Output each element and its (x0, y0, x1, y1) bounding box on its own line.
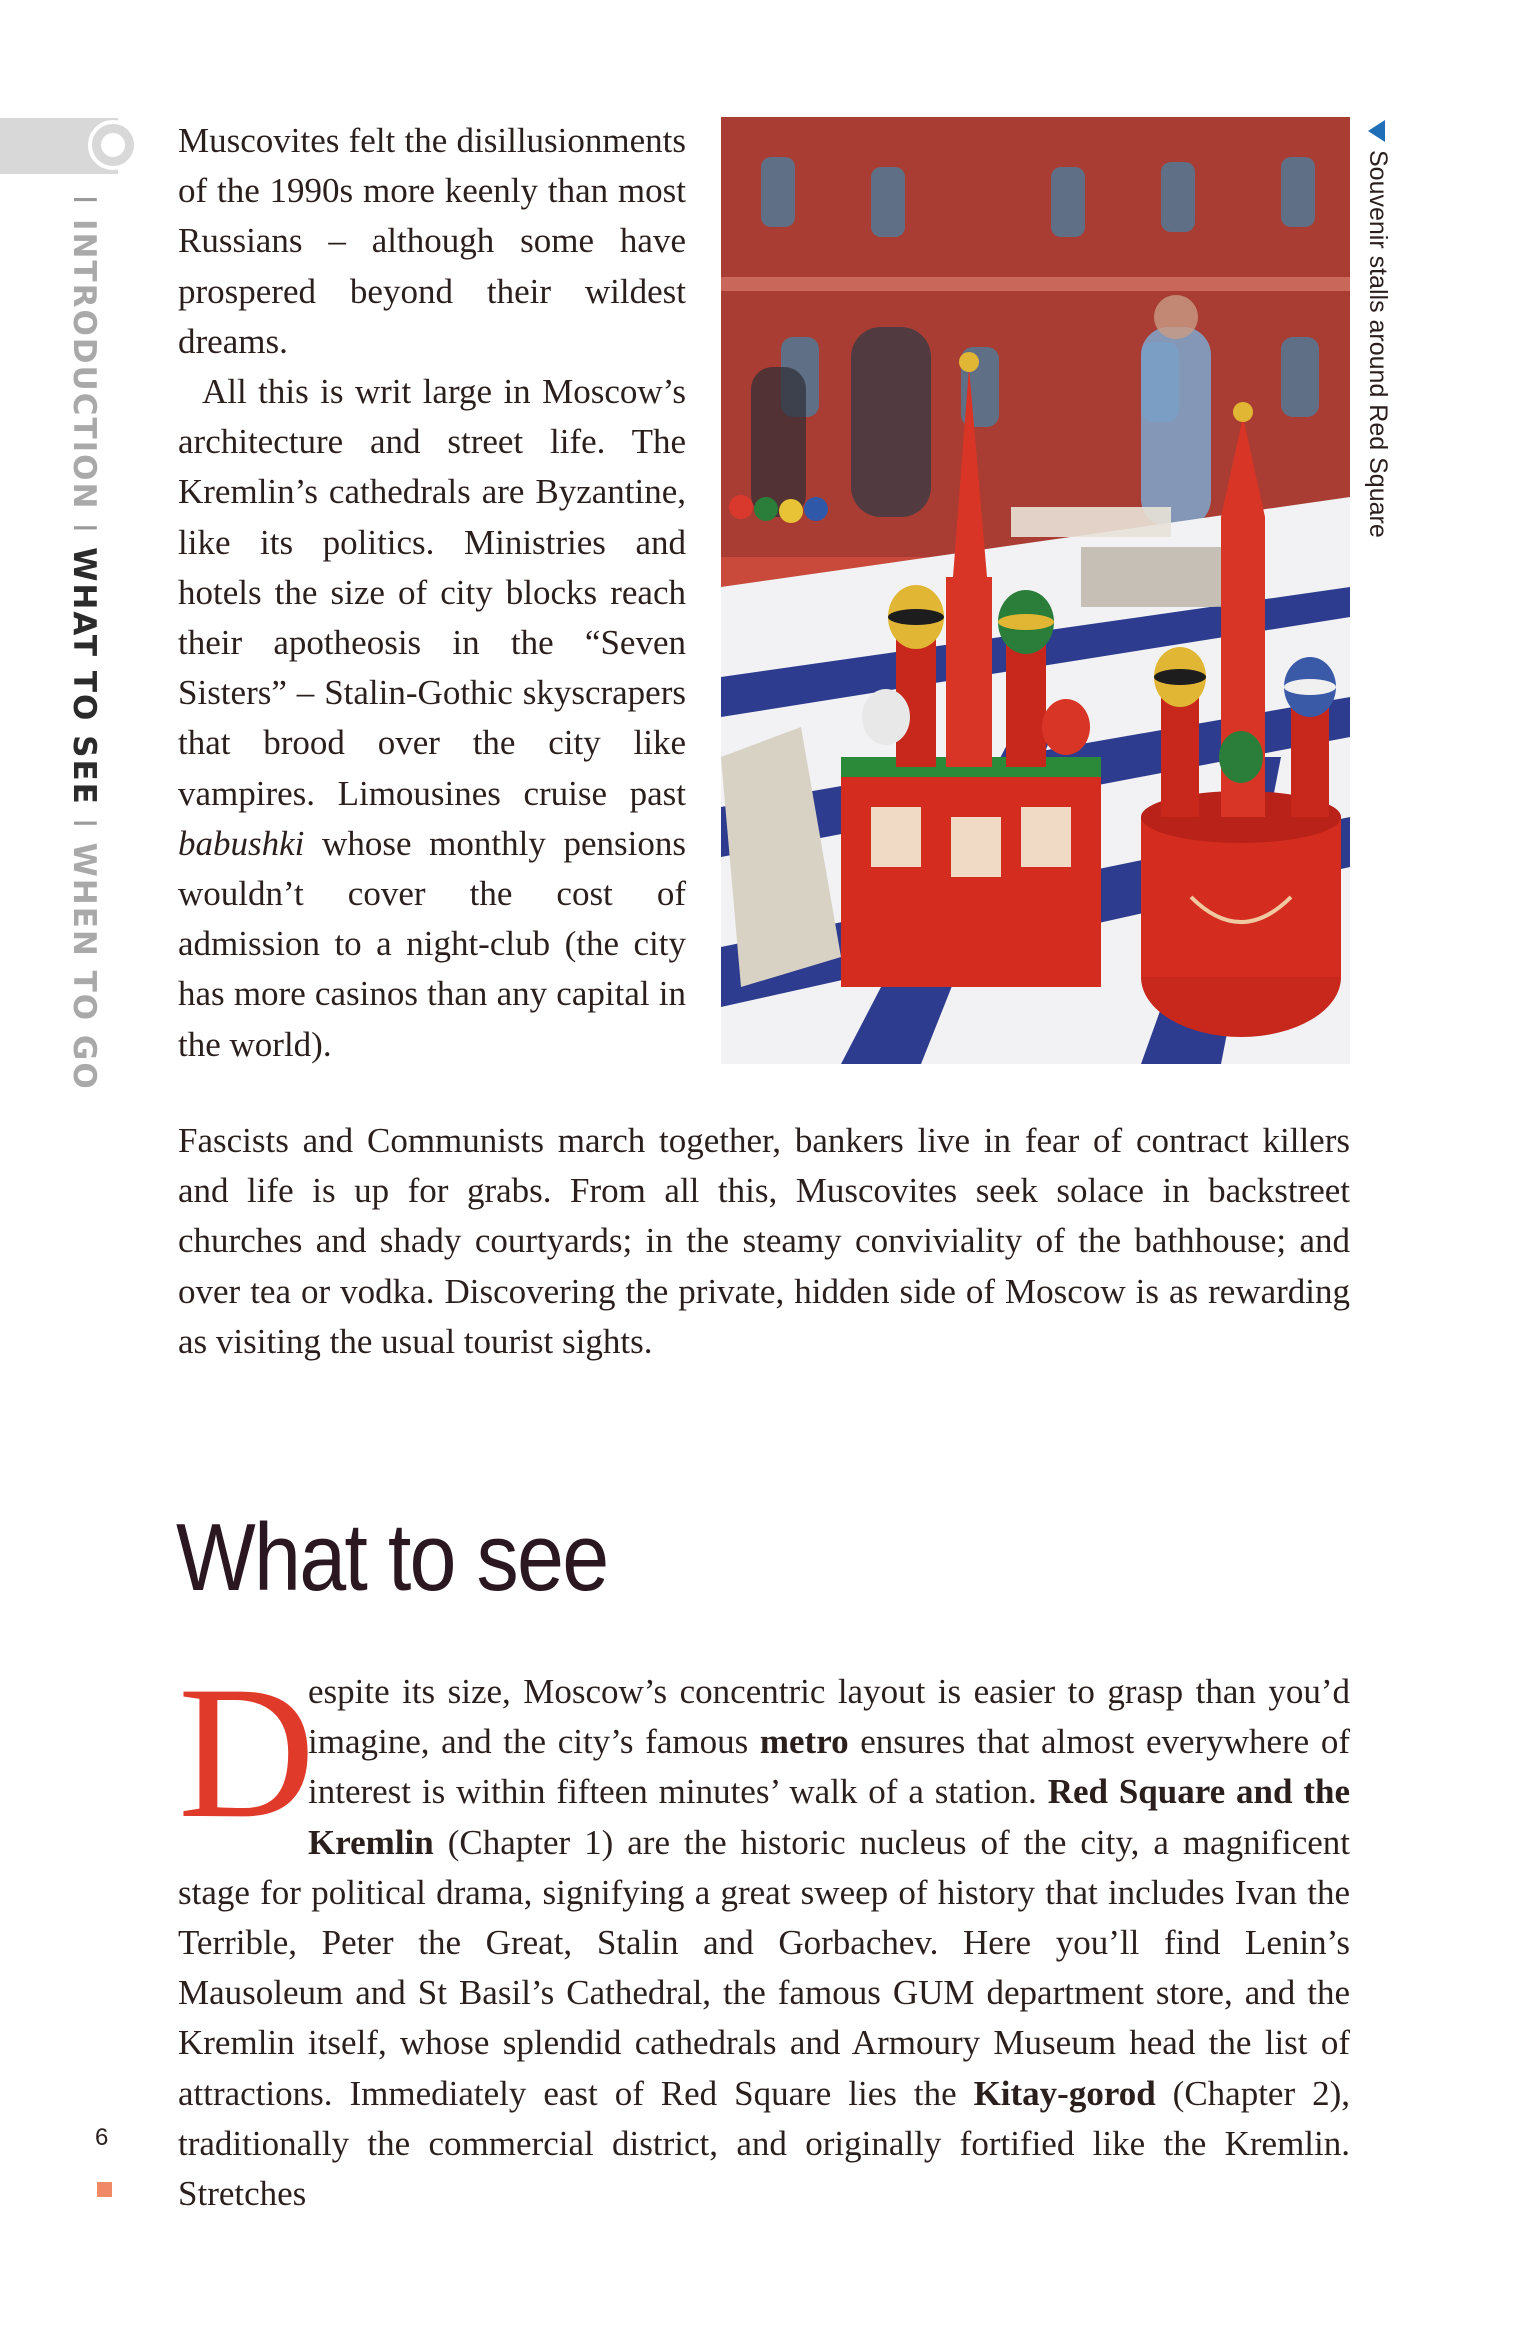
side-tab-circle (88, 120, 138, 170)
side-nav-what-to-see[interactable]: WHAT TO SEE (66, 547, 102, 806)
caption-arrow-icon (1368, 120, 1385, 142)
photo-caption: Souvenir stalls around Red Square (1364, 150, 1392, 538)
drop-cap: D (178, 1648, 316, 1858)
bold-term: metro (759, 1722, 849, 1762)
intro-paragraph-2: All this is writ large in Moscow’s architecture and street life. The Kremlin’s cathedrals are Byzantine, like its politics. Ministries and hotels the size of city blocks reach their apotheosis in the “Seven Sisters” – Stalin-Gothic skyscrapers that brood over the city like vampires. Limousines cruise past babushki whose monthly pensions wouldn’t cover the cost of admission to a night-club (the city has more casinos than any capital in the world). (178, 372, 686, 1064)
page-marker (97, 2182, 112, 2197)
side-nav-separator: I (66, 195, 102, 207)
body-paragraph: Fascists and Communists march together, bankers live in fear of contract killers and life is up for grabs. From all this, Muscovites seek solace in backstreet churches and shady courtyards; in the steamy conviviality of the bathhouse; and over tea or vodka. Discovering the private, hidden side of Moscow is as rewarding as visiting the usual tourist sights. (178, 1121, 1350, 1361)
side-nav-separator: I (66, 523, 102, 535)
bold-term: Kitay-gorod (973, 2073, 1156, 2113)
side-nav (66, 195, 102, 1091)
souvenir-stalls-photo (721, 117, 1350, 1064)
intro-paragraph-1: Muscovites felt the disillusionments of the 1990s more keenly than most Russians – although some have prospered beyond their wildest dreams. (178, 121, 686, 361)
page-number: 6 (95, 2124, 109, 2151)
side-nav-separator: I (66, 818, 102, 830)
section-paragraph: espite its size, Moscow’s concentric layout is easier to grasp than you’d imagine, and the city’s famous metro ensures that almost everywhere of interest is within fifteen minutes’ walk of a station. Red Square and the Kremlin (Chapter 1) are the historic nucleus of the city, a magnificent stage for political drama, signifying a great sweep of history that includes Ivan the Terrible, Peter the Great, Stalin and Gorbachev. Here you’ll find Lenin’s Mausoleum and St Basil’s Cathedral, the famous GUM department store, and the Kremlin itself, whose splendid cathedrals and Armoury Museum head the list of attractions. Immediately east of Red Square lies the Kitay-gorod (Chapter 2), traditionally the commercial district, and originally fortified like the Kremlin. Stretches (178, 1672, 1350, 2214)
side-nav-introduction[interactable]: INTRODUCTION (66, 218, 102, 511)
italic-term: babushki (178, 823, 305, 863)
section-heading: What to see (176, 1504, 608, 1611)
intro-column (178, 116, 686, 1070)
bold-term: Red Square and the Kremlin (308, 1772, 1350, 1862)
side-nav-when-to-go[interactable]: WHEN TO GO (66, 842, 102, 1091)
